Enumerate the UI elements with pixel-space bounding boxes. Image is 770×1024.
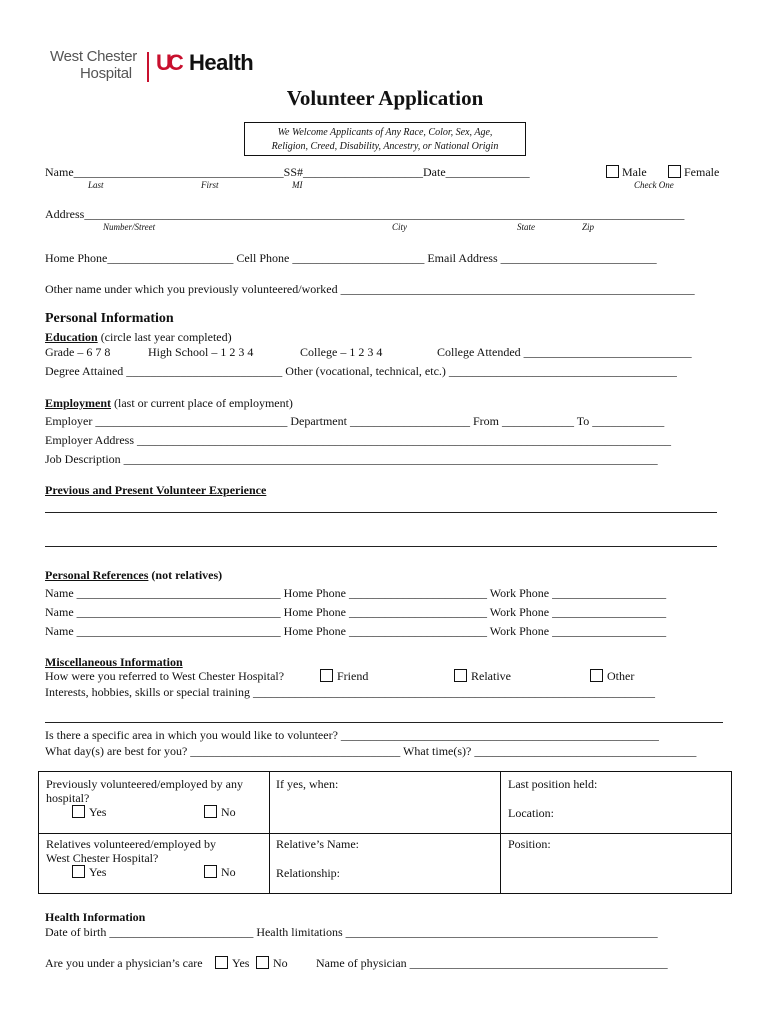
references-label: Personal References	[45, 568, 149, 582]
uc-logo-icon: UC	[156, 50, 180, 75]
physician-no-checkbox[interactable]	[256, 956, 269, 969]
interests-line-2[interactable]	[45, 722, 723, 723]
female-label: Female	[684, 165, 720, 179]
education-row	[45, 330, 232, 344]
page-title: Volunteer Application	[286, 86, 484, 110]
sublabel-street: Number/Street	[103, 222, 156, 232]
references-note: (not relatives)	[148, 568, 223, 582]
physician-yes-label: Yes	[232, 956, 250, 970]
employment-label: Employment	[45, 396, 111, 410]
reference-row[interactable]: Name __________________________________ Home Phone _______________________ Work Phone ___________________	[45, 605, 667, 619]
male-label: Male	[622, 165, 647, 179]
location-label[interactable]: Location:	[508, 806, 554, 820]
reference-row[interactable]: Name __________________________________ Home Phone _______________________ Work Phone ___________________	[45, 586, 667, 600]
welcome-line1: We Welcome Applicants of Any Race, Color, Sex, Age,	[277, 127, 493, 138]
interests-row[interactable]: Interests, hobbies, skills or special training ___________________________________________________________________	[45, 685, 655, 699]
prev-no-label: No	[221, 805, 236, 819]
sublabel-mi: MI	[292, 180, 303, 190]
dob-row[interactable]: Date of birth ________________________ Health limitations ____________________________________________________	[45, 925, 658, 939]
rel-no-label: No	[221, 865, 236, 879]
address-row[interactable]: Address____________________________________________________________________________________________________	[45, 207, 685, 221]
employment-heading-row	[45, 396, 293, 410]
rel-yes-checkbox[interactable]	[72, 865, 85, 878]
rel-yes-label: Yes	[89, 865, 107, 879]
college-options[interactable]: College – 1 2 3 4	[300, 345, 383, 359]
friend-checkbox[interactable]	[320, 669, 333, 682]
personal-info-heading: Personal Information	[45, 311, 174, 326]
welcome-line2: Religion, Creed, Disability, Ancestry, or National Origin	[271, 141, 499, 152]
grade-options[interactable]: Grade – 6 7 8	[45, 345, 111, 359]
friend-label: Friend	[337, 669, 369, 683]
prev-yes-label: Yes	[89, 805, 107, 819]
physician-name-row[interactable]: Name of physician ___________________________________________	[316, 956, 668, 970]
employer-address-row[interactable]: Employer Address _________________________________________________________________________________________	[45, 433, 671, 447]
days-row[interactable]: What day(s) are best for you? ___________________________________ What time(s)? _____________________________________	[45, 744, 697, 758]
sublabel-zip: Zip	[582, 222, 595, 232]
logo-health: Health	[189, 50, 254, 75]
volunteer-experience-line-2[interactable]	[45, 546, 717, 547]
relatives-question-line2: West Chester Hospital?	[46, 851, 159, 865]
male-checkbox[interactable]	[606, 165, 619, 178]
high-school-options[interactable]: High School – 1 2 3 4	[148, 345, 254, 359]
employment-note: (last or current place of employment)	[111, 396, 293, 410]
physician-yes-checkbox[interactable]	[215, 956, 228, 969]
health-heading: Health Information	[45, 910, 146, 924]
welcome-box	[244, 122, 526, 156]
rel-no-checkbox[interactable]	[204, 865, 217, 878]
sublabel-first: First	[201, 180, 219, 190]
sublabel-city: City	[392, 222, 407, 232]
references-heading-row	[45, 568, 222, 582]
prev-no-checkbox[interactable]	[204, 805, 217, 818]
if-yes-when-label[interactable]: If yes, when:	[276, 777, 339, 791]
specific-area-row[interactable]: Is there a specific area in which you would like to volunteer? _____________________________________________________	[45, 728, 659, 742]
last-position-label[interactable]: Last position held:	[508, 777, 598, 791]
reference-row[interactable]: Name __________________________________ Home Phone _______________________ Work Phone ___________________	[45, 624, 667, 638]
referred-question: How were you referred to West Chester Hospital?	[45, 669, 285, 683]
other-name-row[interactable]: Other name under which you previously volunteered/worked ___________________________________________________________	[45, 282, 695, 296]
volunteer-experience-line-1[interactable]	[45, 512, 717, 513]
sublabel-last: Last	[88, 180, 104, 190]
degree-row[interactable]: Degree Attained __________________________ Other (vocational, technical, etc.) ______________________________________	[45, 364, 677, 378]
table-divider-h	[39, 833, 731, 834]
position-label[interactable]: Position:	[508, 837, 551, 851]
other-checkbox[interactable]	[590, 669, 603, 682]
sublabel-state: State	[517, 222, 535, 232]
logo-divider	[147, 52, 149, 82]
female-checkbox[interactable]	[668, 165, 681, 178]
relative-label: Relative	[471, 669, 511, 683]
physician-no-label: No	[273, 956, 288, 970]
education-label: Education	[45, 330, 98, 344]
logo-hospital-line1: West Chester	[50, 48, 137, 65]
misc-heading: Miscellaneous Information	[45, 655, 183, 669]
logo	[48, 48, 268, 88]
relationship-label[interactable]: Relationship:	[276, 866, 340, 880]
history-table	[38, 771, 732, 894]
prev-question-line1: Previously volunteered/employed by any	[46, 777, 243, 791]
prev-question-line2: hospital?	[46, 791, 90, 805]
relatives-question-line1: Relatives volunteered/employed by	[46, 837, 216, 851]
employer-row[interactable]: Employer ________________________________ Department ____________________ From ____________ To ____________	[45, 414, 665, 428]
logo-hospital-line2: Hospital	[80, 65, 132, 82]
phone-row[interactable]: Home Phone_____________________ Cell Phone ______________________ Email Address __________________________	[45, 251, 657, 265]
sublabel-check-one: Check One	[634, 180, 674, 190]
name-row[interactable]: Name___________________________________SS#____________________Date______________	[45, 165, 530, 179]
relative-name-label[interactable]: Relative’s Name:	[276, 837, 359, 851]
physician-question: Are you under a physician’s care	[45, 956, 203, 970]
college-attended-field[interactable]: College Attended ____________________________	[437, 345, 692, 359]
relative-checkbox[interactable]	[454, 669, 467, 682]
education-note: (circle last year completed)	[97, 330, 232, 344]
prev-yes-checkbox[interactable]	[72, 805, 85, 818]
volunteer-experience-heading: Previous and Present Volunteer Experience	[45, 483, 267, 497]
other-label: Other	[607, 669, 635, 683]
job-description-row[interactable]: Job Description _________________________________________________________________________________________	[45, 452, 658, 466]
